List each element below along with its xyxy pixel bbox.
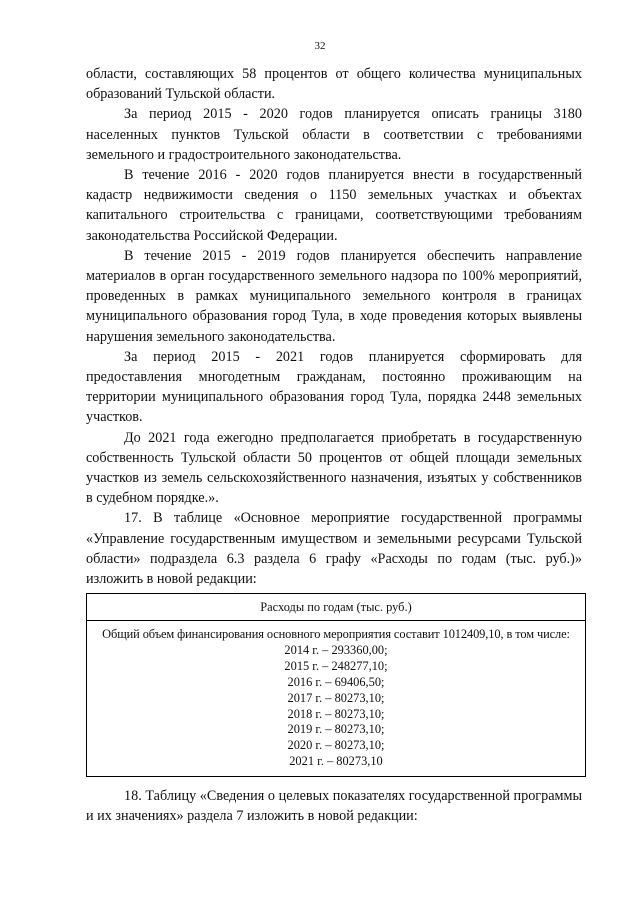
expenses-table	[86, 593, 586, 777]
year-row: 2020 г. – 80273,10;	[287, 738, 385, 753]
year-row: 2017 г. – 80273,10;	[287, 690, 385, 705]
paragraph-item-17: 17. В таблице «Основное мероприятие государственной программы «Управление государственным имуществом и земельными ресурсами Тульской области» подраздела 6.3 раздела 6 графу «Расходы по годам (тыс. руб.)» изложить в новой редакции:	[86, 510, 582, 588]
year-row: 2018 г. – 80273,10;	[287, 706, 385, 721]
paragraph-land-supervision: В течение 2015 - 2019 годов планируется обеспечить направление материалов в орган государственного земельного надзора по 100% мероприятий, проведенных в рамках муниципального земельного контроля в границах муниципального образования город Тула, в ходе проведения которых выявлены нарушения земельного законодательства.	[86, 247, 582, 345]
paragraph-large-families: За период 2015 - 2021 годов планируется сформировать для предоставления многодетным гражданам, постоянно проживающим на территории муниципального образования город Тула, порядка 2448 земельных участков.	[86, 348, 582, 426]
year-row: 2016 г. – 69406,50;	[287, 674, 385, 689]
paragraph-settlement-boundaries: За период 2015 - 2020 годов планируется описать границы 3180 населенных пунктов Тульской области в соответствии с требованиями земельного и градостроительного законодательства.	[86, 106, 582, 163]
expenses-table-body	[87, 621, 585, 776]
total-financing-text: Общий объем финансирования основного мероприятия составит 1012409,10, в том числе:	[102, 627, 570, 641]
year-row: 2014 г. – 293360,00;	[284, 642, 388, 657]
paragraph-cadastre: В течение 2016 - 2020 годов планируется внести в государственный кадастр недвижимости сведения о 1150 земельных участках и объектах капитального строительства с границами, соответствующими требованиям законодательства Российской Федерации.	[86, 167, 582, 244]
year-row: 2021 г. – 80273,10	[289, 754, 383, 769]
paragraph-continuation: области, составляющих 58 процентов от общего количества муниципальных образований Тульской области.	[86, 66, 582, 103]
expenses-table-header: Расходы по годам (тыс. руб.)	[87, 594, 585, 621]
document-tail	[86, 786, 582, 826]
page-number: 32	[314, 40, 326, 52]
year-row: 2019 г. – 80273,10;	[287, 722, 385, 737]
year-row: 2015 г. – 248277,10;	[284, 658, 388, 673]
paragraph-acquisition: До 2021 года ежегодно предполагается приобретать в государственную собственность Тульской области 50 процентов от общей площади земельных участков из земель сельскохозяйственного назначения, изъятых у собственников в судебном порядке.».	[86, 429, 582, 507]
paragraph-item-18: 18. Таблицу «Сведения о целевых показателях государственной программы и их значениях» раздела 7 изложить в новой редакции:	[86, 788, 582, 825]
document-body	[86, 64, 582, 589]
